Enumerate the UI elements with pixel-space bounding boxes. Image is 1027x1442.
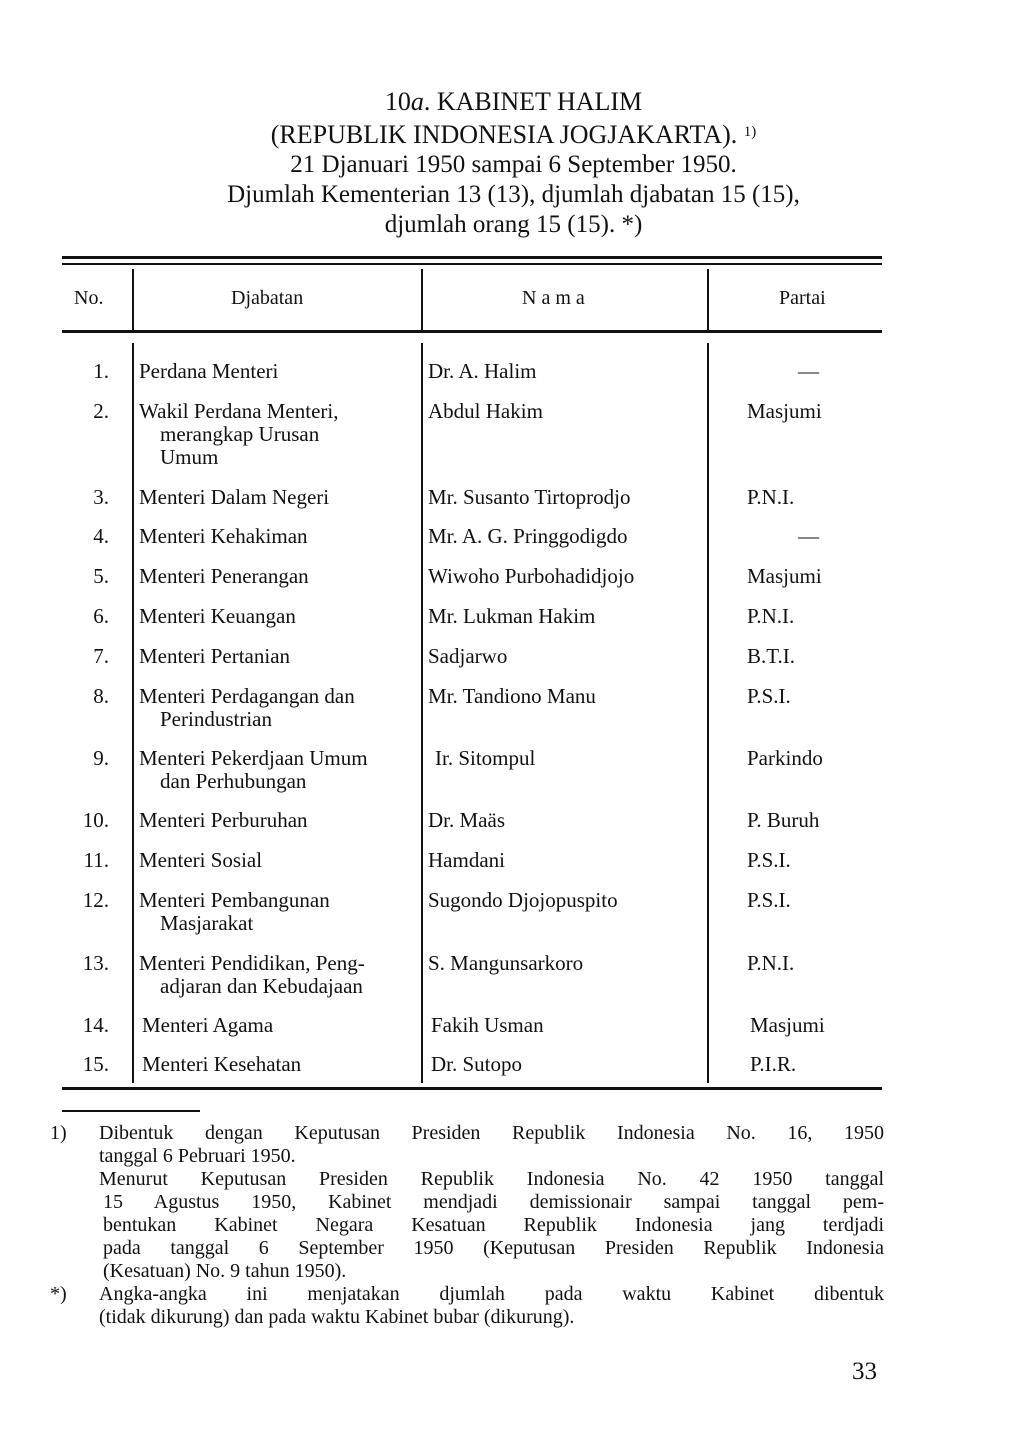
- cabinet-period: 21 Djanuari 1950 sampai 6 September 1950.: [290, 151, 737, 178]
- column-header-no: No.: [74, 287, 104, 309]
- footnote-separator: [62, 1110, 200, 1112]
- cabinet-title: 10a. KABINET HALIM: [384, 87, 643, 116]
- cabinet-subtitle: (REPUBLIK INDONESIA JOGJAKARTA). $^{1)}$: [270, 120, 757, 149]
- cabinet-counts-line-2: djumlah orang 15 (15). *): [384, 211, 643, 238]
- table-header-rule: [62, 330, 882, 333]
- column-header-partai: Partai: [779, 287, 826, 309]
- column-divider-2: [421, 269, 423, 330]
- column-divider-1: [132, 269, 134, 330]
- footnote-ref-1: 1): [743, 124, 757, 140]
- table-top-rule-1: [62, 256, 882, 259]
- cabinet-counts-line-1: Djumlah Kementerian 13 (13), djumlah djabatan 15 (15),: [227, 181, 800, 208]
- column-divider-3-body: [707, 343, 709, 1083]
- column-divider-3: [707, 269, 709, 330]
- footnote-1-mark: 1): [50, 1122, 67, 1144]
- page-header: [0, 86, 1027, 240]
- footnote-2-mark: *): [50, 1283, 67, 1305]
- column-header-djabatan: Djabatan: [231, 287, 304, 309]
- column-divider-1-body: [132, 343, 134, 1083]
- column-divider-2-body: [421, 343, 423, 1083]
- table-bottom-rule: [62, 1087, 882, 1090]
- page-number: 33: [852, 1358, 877, 1385]
- column-header-nama: N a m a: [522, 287, 585, 309]
- table-top-rule-2: [62, 263, 882, 265]
